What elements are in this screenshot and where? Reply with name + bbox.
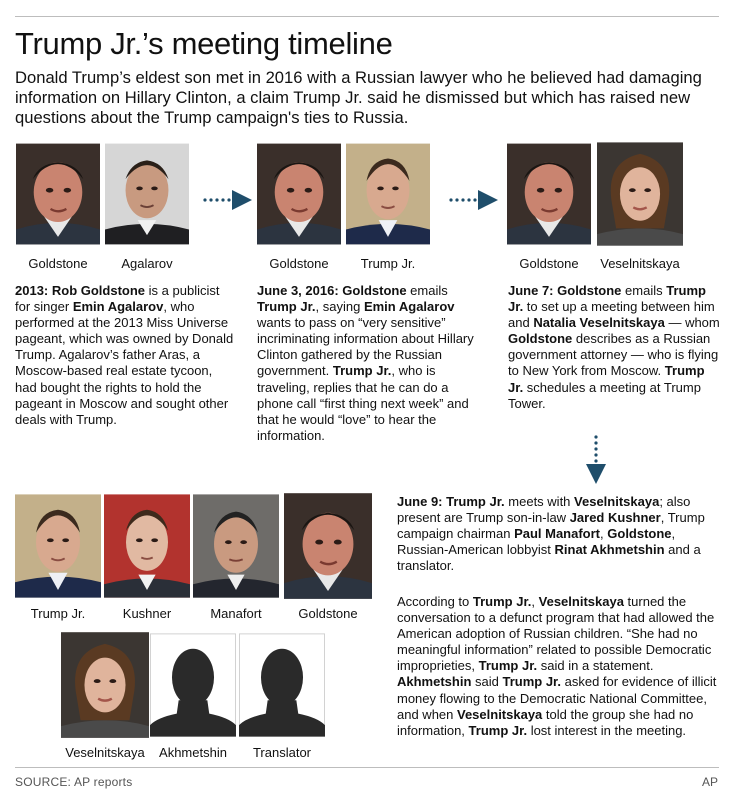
right-arrow-icon	[202, 188, 254, 212]
photo-veselnitskaya	[597, 140, 683, 248]
name-goldstone: Rob Goldstone	[51, 283, 146, 298]
photo-agalarov	[105, 140, 189, 248]
entry-date: June 7:	[508, 283, 554, 298]
photo-goldstone-3	[507, 140, 591, 248]
down-arrow-icon	[584, 434, 608, 486]
credit-ap: AP	[701, 775, 718, 789]
entry-june-9: June 9: Trump Jr. meets with Veselnitskaya; also present are Trump son-in-law Jared Kushner, Trump campaign chairman Paul Manafort, Goldstone, Russian-American lobbyist Rinat Akhmetshin and a translator.	[397, 494, 705, 574]
top-rule	[15, 16, 719, 17]
page-title: Trump Jr.’s meeting timeline	[15, 26, 393, 61]
photo-veselnitskaya-meeting	[61, 630, 149, 740]
right-arrow-icon	[448, 188, 500, 212]
photo-akhmetshin-silhouette	[150, 630, 236, 740]
entry-date: 2013:	[15, 283, 49, 298]
caption-goldstone-2: Goldstone	[269, 256, 329, 271]
bottom-rule	[15, 767, 719, 768]
entry-date: June 9:	[397, 494, 443, 509]
entry-date: June 3, 2016:	[257, 283, 339, 298]
photo-manafort	[193, 491, 279, 601]
caption-goldstone-3: Goldstone	[519, 256, 579, 271]
entry-june-3: June 3, 2016: Goldstone emails Trump Jr., saying Emin Agalarov wants to pass on “very sensitive” incriminating information about Hillary Clinton gathered by the Russian government. Trump Jr., who is traveling, replies that he can do a phone call “first thing next week” and that he would “love” to hear the information.	[257, 283, 474, 443]
caption-veselnitskaya-meeting: Veselnitskaya	[65, 745, 145, 760]
photo-goldstone-meeting	[284, 491, 372, 601]
entry-2013: 2013: Rob Goldstone is a publicist for singer Emin Agalarov, who performed at the 2013 Miss Universe pageant, which was owned by Donald Trump. Agalarov’s father Aras, a Moscow-based real estate tycoon, had bought the rights to hold the pageant in Moscow and sought other deals with Trump.	[15, 283, 234, 427]
caption-goldstone: Goldstone	[28, 256, 88, 271]
caption-manafort: Manafort	[210, 606, 262, 621]
caption-translator: Translator	[252, 745, 312, 760]
photo-trump-jr	[346, 140, 430, 248]
caption-trump-jr: Trump Jr.	[360, 256, 416, 271]
photo-goldstone-2	[257, 140, 341, 248]
caption-goldstone-meeting: Goldstone	[298, 606, 358, 621]
name-agalarov: Emin Agalarov	[72, 299, 164, 315]
photo-kushner	[104, 491, 190, 601]
entry-june-7: June 7: Goldstone emails Trump Jr. to set up a meeting between him and Natalia Veselnitskaya — whom Goldstone describes as a Russian government attorney — who is flying to New York from Moscow. Trump Jr. schedules a meeting at Trump Tower.	[508, 283, 720, 411]
caption-agalarov: Agalarov	[121, 256, 173, 271]
photo-translator-silhouette	[239, 630, 325, 740]
caption-trump-jr-meeting: Trump Jr.	[30, 606, 86, 621]
caption-kushner: Kushner	[122, 606, 172, 621]
caption-akhmetshin: Akhmetshin	[159, 745, 227, 760]
photo-trump-jr-meeting	[15, 491, 101, 601]
page-subtitle: Donald Trump’s eldest son met in 2016 with a Russian lawyer who he believed had damaging information on Hillary Clinton, a claim Trump Jr. said he dismissed but which has raised new questions about the Trump campaign's ties to Russia.	[15, 68, 702, 127]
source-line: SOURCE: AP reports	[15, 775, 133, 789]
caption-veselnitskaya: Veselnitskaya	[600, 256, 680, 271]
entry-meeting-details: According to Trump Jr., Veselnitskaya turned the conversation to a defunct program that had allowed the American adoption of Russian children. “She had no meaningful information” related to possible Democratic improprieties, Trump Jr. said in a statement. Akhmetshin said Trump Jr. asked for evidence of illicit money flowing to the Democratic National Committee, and when Veselnitskaya told the group she had no information, Trump Jr. lost interest in the meeting.	[397, 594, 717, 738]
photo-goldstone	[16, 140, 100, 248]
